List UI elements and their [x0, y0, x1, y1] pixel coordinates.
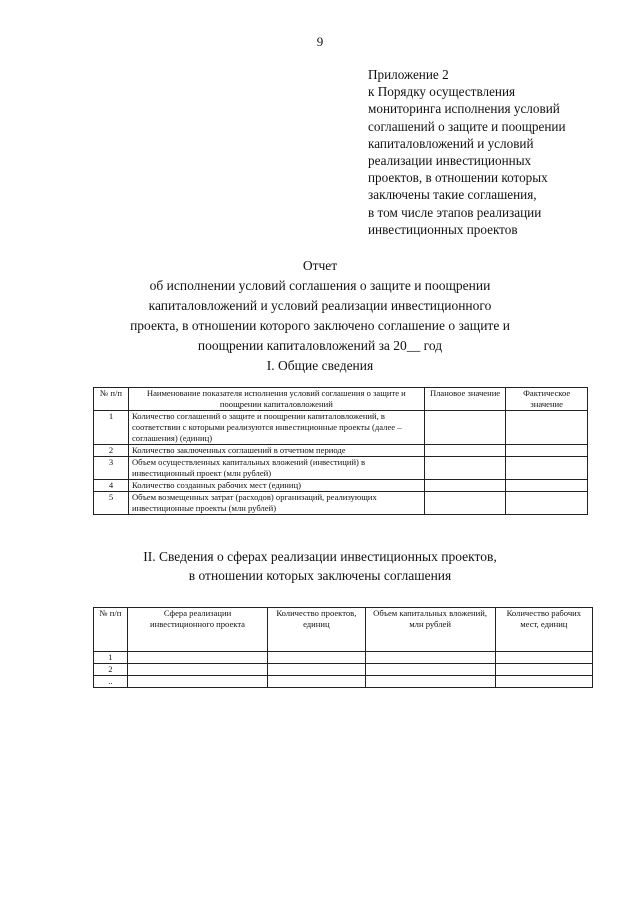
column-header: Количество рабочих мест, единиц: [495, 608, 592, 652]
section2-heading-line: II. Сведения о сферах реализации инвестиционных проектов,: [143, 549, 497, 564]
capital-investment-cell[interactable]: [365, 664, 495, 676]
appendix-line: мониторинга исполнения условий: [368, 101, 560, 117]
row-number: 4: [94, 480, 129, 492]
planned-value[interactable]: [424, 480, 506, 492]
row-number: 5: [94, 492, 129, 515]
appendix-header: [368, 66, 628, 238]
table-header-row: [94, 388, 588, 411]
table-row: [94, 492, 588, 515]
table-header-row: [94, 608, 593, 652]
planned-value[interactable]: [424, 445, 506, 457]
table-row: [94, 664, 593, 676]
projects-count-cell[interactable]: [268, 664, 365, 676]
section1-heading: I. Общие сведения: [266, 358, 374, 373]
actual-value[interactable]: [506, 457, 588, 480]
row-number: 1: [94, 411, 129, 445]
page-number: 9: [316, 34, 324, 49]
section2-heading-line: в отношении которых заключены соглашения: [188, 568, 452, 583]
indicator-name: Количество созданных рабочих мест (единиц): [128, 480, 424, 492]
row-number: ..: [94, 676, 128, 688]
report-subtitle-line: об исполнении условий соглашения о защите и поощрении: [149, 278, 491, 293]
report-subtitle-line: проекта, в отношении которого заключено соглашение о защите и: [130, 318, 510, 333]
report-title-block: [0, 256, 640, 356]
column-header: Наименование показателя исполнения условий соглашения о защите и поощрении капиталовложений: [128, 388, 424, 411]
table-row: [94, 411, 588, 445]
sphere-cell[interactable]: [127, 652, 267, 664]
table-row: [94, 480, 588, 492]
row-number: 3: [94, 457, 129, 480]
appendix-line: инвестиционных проектов: [368, 221, 518, 237]
actual-value[interactable]: [506, 492, 588, 515]
column-header: № п/п: [94, 388, 129, 411]
appendix-line: проектов, в отношении которых: [368, 170, 548, 186]
row-number: 1: [94, 652, 128, 664]
planned-value[interactable]: [424, 492, 506, 515]
row-number: 2: [94, 664, 128, 676]
general-info-table: [93, 387, 588, 515]
actual-value[interactable]: [506, 480, 588, 492]
appendix-line: в том числе этапов реализации: [368, 204, 542, 220]
projects-count-cell[interactable]: [268, 652, 365, 664]
report-title: Отчет: [302, 258, 338, 273]
actual-value[interactable]: [506, 411, 588, 445]
table-row: [94, 457, 588, 480]
section2-heading: [0, 547, 640, 585]
capital-investment-cell[interactable]: [365, 676, 495, 688]
row-number: 2: [94, 445, 129, 457]
column-header: № п/п: [94, 608, 128, 652]
sphere-cell[interactable]: [127, 676, 267, 688]
capital-investment-cell[interactable]: [365, 652, 495, 664]
appendix-line: реализации инвестиционных: [368, 153, 532, 169]
appendix-line: заключены такие соглашения,: [368, 187, 537, 203]
indicator-name: Объем осуществленных капитальных вложений (инвестиций) в инвестиционный проект (млн рублей): [128, 457, 424, 480]
jobs-count-cell[interactable]: [495, 652, 592, 664]
column-header: Объем капитальных вложений, млн рублей: [365, 608, 495, 652]
investment-spheres-table: [93, 607, 593, 688]
projects-count-cell[interactable]: [268, 676, 365, 688]
sphere-cell[interactable]: [127, 664, 267, 676]
planned-value[interactable]: [424, 457, 506, 480]
jobs-count-cell[interactable]: [495, 664, 592, 676]
indicator-name: Объем возмещенных затрат (расходов) организаций, реализующих инвестиционные проекты (млн рублей): [128, 492, 424, 515]
planned-value[interactable]: [424, 411, 506, 445]
appendix-line: соглашений о защите и поощрении: [368, 118, 566, 134]
jobs-count-cell[interactable]: [495, 676, 592, 688]
table-row: [94, 676, 593, 688]
column-header: Количество проектов, единиц: [268, 608, 365, 652]
report-subtitle-line: капиталовложений и условий реализации инвестиционного: [148, 298, 492, 313]
column-header: Фактическое значение: [506, 388, 588, 411]
table-row: [94, 445, 588, 457]
appendix-line: к Порядку осуществления: [368, 84, 516, 100]
appendix-line: капиталовложений и условий: [368, 135, 534, 151]
appendix-line: Приложение 2: [368, 67, 449, 82]
column-header: Плановое значение: [424, 388, 506, 411]
indicator-name: Количество соглашений о защите и поощрении капиталовложений, в соответствии с которыми реализуются инвестиционные проекты (далее – соглашения) (единиц): [128, 411, 424, 445]
report-subtitle-line: поощрении капиталовложений за 20__ год: [197, 338, 443, 353]
column-header: Сфера реализации инвестиционного проекта: [127, 608, 267, 652]
actual-value[interactable]: [506, 445, 588, 457]
table-row: [94, 652, 593, 664]
indicator-name: Количество заключенных соглашений в отчетном периоде: [128, 445, 424, 457]
